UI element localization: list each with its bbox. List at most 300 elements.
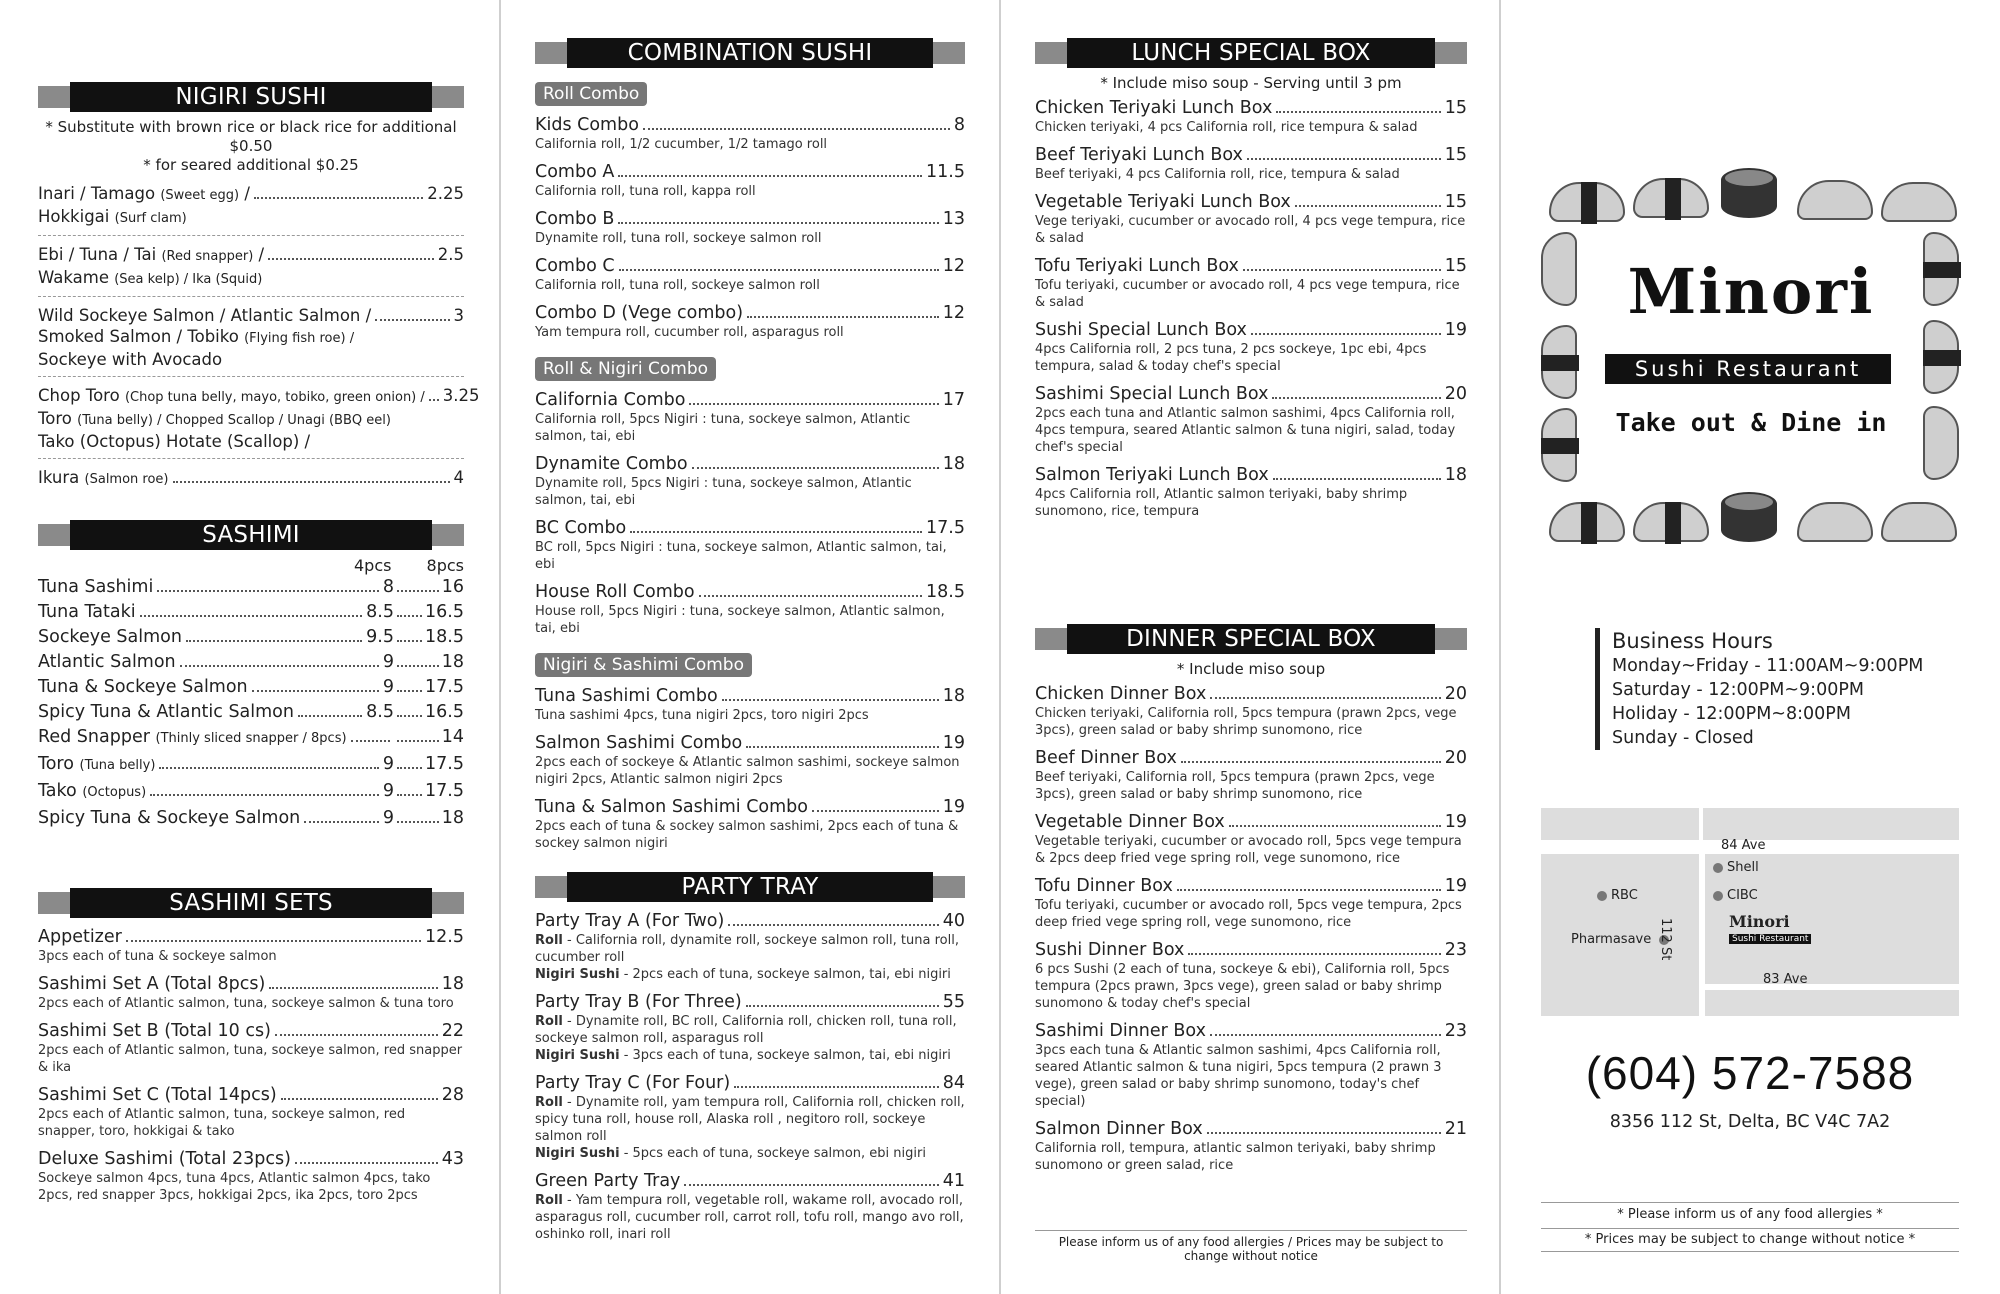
- party-tray-name: Green Party Tray: [535, 1171, 681, 1191]
- menu-item-price: 23: [1444, 1021, 1467, 1041]
- menu-item-name: Vegetable Dinner Box: [1035, 812, 1225, 832]
- party-tray-price: 55: [942, 992, 965, 1012]
- menu-item: [1035, 191, 1467, 247]
- nigiri-icon: [1633, 502, 1709, 542]
- map-poi-cibc: CIBC: [1713, 888, 1758, 903]
- menu-item: [535, 208, 965, 247]
- nigiri-item-note: (Tuna belly) / Chopped Scallop / Unagi (BBQ eel): [77, 413, 391, 428]
- gunkan-roll-icon: [1721, 492, 1777, 542]
- sashimi-row: [38, 676, 464, 698]
- sashimi-price-8pcs-wrap: [394, 701, 464, 723]
- sashimi-price-8pcs: 17.5: [425, 677, 464, 697]
- menu-item-desc: 2pcs each of sockeye & Atlantic salmon sashimi, sockeye salmon nigiri 2pcs, Atlantic salmon nigiri 2pcs: [535, 755, 960, 787]
- nigiri-icon: [1923, 406, 1959, 480]
- sashimi-4pcs-header: 4pcs: [354, 556, 392, 575]
- map-logo: Minori: [1729, 912, 1790, 931]
- phone-number[interactable]: (604) 572-7588: [1585, 1047, 1915, 1099]
- nigiri-sashimi-combo-label: Nigiri & Sashimi Combo: [535, 653, 752, 677]
- sashimi-row: [38, 651, 464, 673]
- menu-item-row: [1035, 255, 1467, 277]
- map-label-84-ave: 84 Ave: [1721, 838, 1766, 853]
- menu-item: [535, 685, 965, 724]
- leader-dots: [186, 640, 362, 642]
- leader-dots: [1295, 205, 1441, 207]
- roll-combo-list: [535, 114, 965, 341]
- nigiri-group: [38, 244, 464, 290]
- party-tray-roll-text: - California roll, dynamite roll, sockeye salmon roll, tuna roll, cucumber roll: [535, 933, 959, 965]
- sashimi-name: [38, 807, 300, 829]
- party-tray-roll-text: - Dynamite roll, BC roll, California roll, chicken roll, tuna roll, sockeye salmon roll, asparagus roll: [535, 1014, 957, 1046]
- dashed-divider: [38, 235, 464, 236]
- map-pin-icon: [1713, 863, 1723, 873]
- sashimi-sets-section: [38, 888, 464, 1212]
- nigiri-name: [38, 385, 425, 408]
- menu-item: [535, 389, 965, 445]
- menu-item-name: Sushi Dinner Box: [1035, 940, 1185, 960]
- menu-item-name: Beef Dinner Box: [1035, 748, 1177, 768]
- sashimi-row: [38, 726, 464, 750]
- nigiri-separator: /: [244, 184, 250, 203]
- nigiri-name: [38, 467, 169, 490]
- menu-item-row: [38, 973, 464, 995]
- menu-item-desc: 2pcs each of tuna & sockey salmon sashimi, 2pcs each of tuna & sockey salmon nigiri: [535, 819, 959, 851]
- nigiri-icon: [1549, 182, 1625, 222]
- sashimi-item-name: Sockeye Salmon: [38, 627, 182, 647]
- party-tray-nigiri-text: - 2pcs each of tuna, sockeye salmon, tai, ebi nigiri: [619, 967, 951, 982]
- menu-item-name: House Roll Combo: [535, 582, 695, 602]
- combination-header: COMBINATION SUSHI: [535, 38, 965, 68]
- menu-item-desc: 2pcs each of Atlantic salmon, tuna, sockeye salmon & tuna toro: [38, 996, 454, 1011]
- menu-item-desc: BC roll, 5pcs Nigiri : tuna, sockeye salmon, Atlantic salmon, tai, ebi: [535, 540, 947, 572]
- menu-item-row: [535, 581, 965, 603]
- nigiri-row: [38, 183, 464, 206]
- nigiri-row: [38, 467, 464, 490]
- party-tray-rolls: [535, 1094, 965, 1145]
- sashimi-row: [38, 753, 464, 777]
- nigiri-row: [38, 385, 480, 408]
- menu-item-name: Combo D (Vege combo): [535, 303, 744, 323]
- hours-line: Monday~Friday - 11:00AM~9:00PM: [1612, 656, 1924, 676]
- brand-subtitle: Sushi Restaurant: [1605, 354, 1891, 384]
- nigiri-item-note: (Red snapper): [161, 249, 254, 264]
- menu-item-price: 19: [1444, 876, 1467, 896]
- nigiri-item-note: (Chop tuna belly, mayo, tobiko, green onion) /: [124, 390, 425, 405]
- leader-dots: [429, 399, 439, 401]
- leader-dots: [699, 595, 922, 597]
- menu-item-desc: Vege teriyaki, cucumber or avocado roll, 4 pcs vege tempura, rice & salad: [1035, 214, 1466, 246]
- menu-item: [535, 161, 965, 200]
- sashimi-price-8pcs-wrap: [394, 807, 464, 829]
- menu-item-row: [1035, 191, 1467, 213]
- map-label-112-st: 112 St: [1658, 918, 1673, 961]
- combination-section: [535, 38, 965, 860]
- menu-item-price: 15: [1444, 256, 1467, 276]
- map-pin-icon: [1713, 891, 1723, 901]
- sashimi-name: [38, 701, 294, 723]
- nigiri-price: 3.25: [442, 386, 480, 405]
- sashimi-price-8pcs-wrap: [394, 780, 464, 802]
- menu-item-row: [535, 517, 965, 539]
- leader-dots: [1181, 761, 1441, 763]
- sashimi-price-8pcs: 17.5: [425, 754, 464, 774]
- menu-item: [38, 1020, 464, 1076]
- leader-dots: [268, 258, 434, 260]
- leader-dots: [150, 794, 379, 796]
- menu-item-row: [1035, 939, 1467, 961]
- leader-dots: [630, 531, 922, 533]
- sashimi-section: [38, 520, 464, 832]
- hours-line: Saturday - 12:00PM~9:00PM: [1612, 680, 1864, 700]
- nigiri-note-1: * Substitute with brown rice or black rice for additional $0.50: [45, 118, 457, 155]
- menu-item-desc: California roll, tempura, atlantic salmon teriyaki, baby shrimp sunomono or green salad, rice: [1035, 1141, 1436, 1173]
- leader-dots: [254, 197, 423, 199]
- menu-item-name: BC Combo: [535, 518, 627, 538]
- menu-item-name: Tuna Sashimi Combo: [535, 686, 718, 706]
- menu-item-name: Sashimi Set A (Total 8pcs): [38, 974, 266, 994]
- sashimi-item-note: (Tuna belly): [79, 758, 156, 773]
- sashimi-price-8pcs: 16.5: [425, 702, 464, 722]
- menu-item-price: 12: [942, 256, 965, 276]
- leader-dots: [397, 715, 422, 717]
- leader-dots: [684, 1184, 938, 1186]
- menu-item-row: [38, 1020, 464, 1042]
- party-tray-nigiri-text: - 5pcs each of tuna, sockeye salmon, ebi nigiri: [619, 1146, 926, 1161]
- menu-item-price: 19: [1444, 320, 1467, 340]
- leader-dots: [173, 481, 450, 483]
- map-poi-shell: Shell: [1713, 860, 1759, 875]
- nigiri-item-name: Smoked Salmon / Tobiko: [38, 327, 239, 346]
- menu-item: [1035, 939, 1467, 1012]
- leader-dots: [1210, 697, 1440, 699]
- prices-notice: * Prices may be subject to change without notice *: [1541, 1228, 1959, 1252]
- leader-dots: [1210, 1034, 1441, 1036]
- nigiri-icon: [1881, 502, 1957, 542]
- menu-item-desc: 3pcs each tuna & Atlantic salmon sashimi, 4pcs California roll, seared Atlantic salmon & tuna nigiri, 5pcs tempura (2 prawn 3 vege), green salad or baby shrimp sunomono, today's chef special): [1035, 1043, 1442, 1109]
- nigiri-price: 2.25: [427, 184, 464, 203]
- menu-item-row: [1035, 97, 1467, 119]
- business-hours-title: Business Hours: [1612, 629, 1773, 653]
- sashimi-row: [38, 626, 464, 648]
- menu-item: [535, 302, 965, 341]
- nigiri-list: [38, 183, 480, 490]
- nigiri-icon: [1549, 502, 1625, 542]
- menu-item-row: [38, 1084, 464, 1106]
- nigiri-icon: [1881, 182, 1957, 222]
- menu-item-row: [535, 255, 965, 277]
- leader-dots: [397, 615, 422, 617]
- leader-dots: [351, 740, 390, 742]
- lunch-section: [1035, 38, 1467, 528]
- menu-item: [535, 581, 965, 637]
- leader-dots: [298, 715, 362, 717]
- sashimi-name: [38, 780, 146, 804]
- nigiri-name: [38, 305, 371, 326]
- party-tray-nigiri-label: Nigiri Sushi: [535, 967, 620, 982]
- sashimi-price-8pcs: 18: [441, 652, 464, 672]
- menu-item-desc: House roll, 5pcs Nigiri : tuna, sockeye salmon, Atlantic salmon, tai, ebi: [535, 604, 945, 636]
- leader-dots: [397, 590, 439, 592]
- party-tray: [535, 991, 965, 1064]
- party-tray-row: [535, 991, 965, 1013]
- leader-dots: [1188, 953, 1440, 955]
- menu-panel-1: [0, 0, 500, 1294]
- nigiri-section: [38, 82, 480, 490]
- menu-item-row: [1035, 383, 1467, 405]
- info-panel: [1501, 0, 2000, 1294]
- menu-item-desc: California roll, 1/2 cucumber, 1/2 tamago roll: [535, 137, 828, 152]
- menu-item-price: 18: [441, 974, 464, 994]
- menu-item-row: [1035, 144, 1467, 166]
- nigiri-price: 3: [453, 306, 464, 325]
- menu-item-name: Vegetable Teriyaki Lunch Box: [1035, 192, 1291, 212]
- nigiri-icon: [1923, 320, 1959, 394]
- menu-item-name: Combo A: [535, 162, 615, 182]
- leader-dots: [722, 699, 939, 701]
- lunch-header: LUNCH SPECIAL BOX: [1035, 38, 1467, 68]
- menu-panel-2: [501, 0, 999, 1294]
- nigiri-row-2: [38, 326, 464, 349]
- leader-dots: [618, 222, 938, 224]
- sashimi-price-4pcs: 9: [382, 652, 394, 672]
- nigiri-item-note: (Flying fish roe) /: [244, 331, 355, 346]
- sashimi-row: [38, 701, 464, 723]
- sashimi-item-name: Toro: [38, 754, 74, 774]
- menu-item-name: Tofu Dinner Box: [1035, 876, 1173, 896]
- party-tray-nigiri-text: - 3pcs each of tuna, sockeye salmon, tai, ebi nigiri: [619, 1048, 951, 1063]
- menu-item-desc: 3pcs each of tuna & sockeye salmon: [38, 949, 277, 964]
- nigiri-group: [38, 385, 480, 452]
- nigiri-row-2: [38, 408, 464, 431]
- nigiri-icon: [1541, 325, 1577, 399]
- dinner-footer-note: Please inform us of any food allergies / Prices may be subject to change without notice: [1035, 1230, 1467, 1263]
- menu-item: [38, 1148, 464, 1204]
- menu-item: [535, 114, 965, 153]
- party-tray-nigiri-label: Nigiri Sushi: [535, 1146, 620, 1161]
- nigiri-row-2: [38, 267, 464, 290]
- party-tray-nigiri-label: Nigiri Sushi: [535, 1048, 620, 1063]
- menu-item: [1035, 464, 1467, 520]
- sashimi-price-8pcs-wrap: [394, 626, 464, 648]
- roll-nigiri-combo-label: Roll & Nigiri Combo: [535, 357, 716, 381]
- menu-item-row: [38, 1148, 464, 1170]
- leader-dots: [375, 319, 449, 321]
- menu-item-price: 23: [1444, 940, 1467, 960]
- leader-dots: [728, 924, 938, 926]
- nigiri-item-name: Wakame: [38, 268, 109, 287]
- sashimi-price-8pcs-wrap: [394, 576, 464, 598]
- brand-tagline: Take out & Dine in: [1615, 408, 1887, 437]
- menu-item-name: California Combo: [535, 390, 686, 410]
- leader-dots: [159, 767, 378, 769]
- sashimi-price-8pcs-wrap: [394, 753, 464, 775]
- party-tray-name: Party Tray A (For Two): [535, 911, 725, 931]
- sashimi-price-8pcs: 16: [441, 577, 464, 597]
- menu-item-price: 18: [1444, 465, 1467, 485]
- gunkan-roll-icon: [1721, 168, 1777, 218]
- menu-item-desc: Chicken teriyaki, California roll, 5pcs tempura (prawn 2pcs, vege 3pcs), green salad or baby shrimp sunomono, rice: [1035, 706, 1457, 738]
- party-tray-name: Party Tray C (For Four): [535, 1073, 731, 1093]
- nigiri-header: NIGIRI SUSHI: [38, 82, 464, 112]
- menu-item: [1035, 383, 1467, 456]
- map-label-83-ave: 83 Ave: [1763, 972, 1808, 987]
- sashimi-price-8pcs: 17.5: [425, 781, 464, 801]
- menu-item: [38, 1084, 464, 1140]
- sashimi-item-note: (Octopus): [82, 785, 147, 800]
- sashimi-row: [38, 601, 464, 623]
- leader-dots: [618, 175, 922, 177]
- party-tray-rolls: [535, 932, 965, 966]
- party-header: PARTY TRAY: [535, 872, 965, 902]
- menu-item: [1035, 255, 1467, 311]
- party-tray-nigiri: [535, 966, 965, 983]
- menu-item-name: Sushi Special Lunch Box: [1035, 320, 1247, 340]
- sashimi-price-4pcs: 9.5: [366, 627, 394, 647]
- sashimi-item-name: Tuna Tataki: [38, 602, 136, 622]
- leader-dots: [275, 1034, 438, 1036]
- sashimi-item-name: Red Snapper: [38, 727, 150, 747]
- menu-item-row: [535, 114, 965, 136]
- menu-item-price: 19: [942, 797, 965, 817]
- business-hours: [1595, 628, 1935, 750]
- leader-dots: [157, 590, 379, 592]
- sashimi-price-4pcs: 8.5: [366, 702, 394, 722]
- sashimi-price-8pcs: 18.5: [425, 627, 464, 647]
- menu-item-name: Sashimi Set C (Total 14pcs): [38, 1085, 277, 1105]
- menu-item-row: [38, 926, 464, 948]
- nigiri-separator: /: [258, 245, 265, 264]
- sashimi-row: [38, 807, 464, 829]
- brand-logo: Minori: [1627, 255, 1875, 328]
- party-tray-roll-text: - Yam tempura roll, vegetable roll, wakame roll, avocado roll, asparagus roll, cucumber roll, carrot roll, tofu roll, mango avo roll, oshinko roll, inari roll: [535, 1193, 964, 1242]
- nigiri-item-note: (Sweet egg): [160, 188, 240, 203]
- nigiri-sashimi-list: [535, 685, 965, 852]
- sashimi-column-headers: [38, 556, 464, 576]
- menu-item-desc: 4pcs California roll, Atlantic salmon teriyaki, baby shrimp sunomono, rice, tempura: [1035, 487, 1408, 519]
- menu-item: [535, 796, 965, 852]
- party-tray-roll-text: - Dynamite roll, yam tempura roll, California roll, chicken roll, spicy tuna roll, house roll, Alaska roll , negitoro roll, sockeye salmon roll: [535, 1095, 965, 1144]
- map-pin-icon: [1597, 891, 1607, 901]
- nigiri-item-name: Hokkigai: [38, 207, 110, 226]
- menu-item: [1035, 811, 1467, 867]
- sashimi-item-note: (Thinly sliced snapper / 8pcs): [155, 731, 347, 746]
- hours-line: Holiday - 12:00PM~8:00PM: [1612, 704, 1851, 724]
- menu-item-name: Deluxe Sashimi (Total 23pcs): [38, 1149, 291, 1169]
- sashimi-header: SASHIMI: [38, 520, 464, 550]
- menu-item-name: Combo C: [535, 256, 615, 276]
- menu-item-row: [1035, 464, 1467, 486]
- menu-item: [535, 453, 965, 509]
- party-section: [535, 872, 965, 1251]
- sashimi-price-8pcs: 18: [441, 808, 464, 828]
- dinner-section: [1035, 624, 1467, 1182]
- sashimi-price-8pcs-wrap: [394, 676, 464, 698]
- menu-item-row: [1035, 875, 1467, 897]
- party-tray-roll-label: Roll: [535, 1014, 563, 1029]
- party-tray-price: 40: [942, 911, 965, 931]
- menu-item-price: 15: [1444, 98, 1467, 118]
- menu-item: [1035, 875, 1467, 931]
- sashimi-price-4pcs: 8.5: [366, 602, 394, 622]
- nigiri-row-3: Sockeye with Avocado: [38, 350, 223, 369]
- menu-item-row: [1035, 319, 1467, 341]
- leader-dots: [1229, 825, 1441, 827]
- nigiri-item-name: Ikura: [38, 468, 80, 487]
- menu-item: [1035, 144, 1467, 183]
- nigiri-item-name: Inari / Tamago: [38, 184, 156, 203]
- menu-item-name: Combo B: [535, 209, 615, 229]
- menu-item-row: [535, 796, 965, 818]
- menu-item-desc: Tofu teriyaki, cucumber or avocado roll, 5pcs vege tempura, 2pcs deep fried vege spring roll, vege sunomono, rice: [1035, 898, 1462, 930]
- menu-item-price: 18.5: [926, 582, 965, 602]
- menu-item: [535, 732, 965, 788]
- sashimi-name: [38, 676, 248, 698]
- leader-dots: [180, 665, 379, 667]
- menu-item: [535, 255, 965, 294]
- menu-item-name: Beef Teriyaki Lunch Box: [1035, 145, 1243, 165]
- menu-item-price: 22: [441, 1021, 464, 1041]
- leader-dots: [295, 1162, 438, 1164]
- nigiri-icon: [1633, 178, 1709, 218]
- sashimi-price-4pcs: 8: [382, 577, 394, 597]
- menu-item: [1035, 683, 1467, 739]
- sashimi-item-name: Spicy Tuna & Sockeye Salmon: [38, 808, 301, 828]
- leader-dots: [1177, 889, 1441, 891]
- dashed-divider: [38, 296, 464, 297]
- menu-item-price: 15: [1444, 145, 1467, 165]
- menu-panel-3: [1001, 0, 1499, 1294]
- menu-item-price: 20: [1444, 384, 1467, 404]
- nigiri-price: 4: [453, 468, 464, 487]
- menu-item-name: Salmon Teriyaki Lunch Box: [1035, 465, 1269, 485]
- nigiri-row-3: Tako (Octopus) Hotate (Scallop) /: [38, 432, 311, 451]
- sashimi-item-name: Tako: [38, 781, 77, 801]
- menu-item-name: Dynamite Combo: [535, 454, 688, 474]
- sashimi-price-4pcs: 9: [382, 754, 394, 774]
- menu-item-name: Chicken Dinner Box: [1035, 684, 1207, 704]
- lunch-note: * Include miso soup - Serving until 3 pm: [1100, 74, 1402, 92]
- leader-dots: [1243, 269, 1441, 271]
- menu-item-price: 20: [1444, 748, 1467, 768]
- nigiri-row: [38, 305, 464, 326]
- leader-dots: [140, 615, 363, 617]
- nigiri-icon: [1797, 180, 1873, 220]
- map-poi-rbc: RBC: [1597, 888, 1638, 903]
- leader-dots: [397, 821, 439, 823]
- menu-item-row: [535, 302, 965, 324]
- sashimi-list: [38, 576, 464, 829]
- menu-item-price: 18: [942, 454, 965, 474]
- party-tray-row: [535, 1072, 965, 1094]
- leader-dots: [1276, 111, 1440, 113]
- sashimi-price-8pcs-wrap: [394, 726, 464, 748]
- nigiri-item-name: Chop Toro: [38, 386, 120, 405]
- sashimi-row: [38, 576, 464, 598]
- menu-item: [1035, 97, 1467, 136]
- sashimi-item-name: Tuna Sashimi: [38, 577, 154, 597]
- map-logo-sub: Sushi Restaurant: [1729, 934, 1811, 944]
- logo-frame: [1541, 160, 1961, 540]
- leader-dots: [126, 940, 421, 942]
- menu-item-row: [1035, 1020, 1467, 1042]
- menu-item-row: [535, 685, 965, 707]
- menu-item-price: 43: [441, 1149, 464, 1169]
- menu-item-price: 19: [942, 733, 965, 753]
- party-tray-roll-label: Roll: [535, 1193, 563, 1208]
- menu-item-desc: Dynamite roll, 5pcs Nigiri : tuna, sockeye salmon, Atlantic salmon, tai, ebi: [535, 476, 912, 508]
- sashimi-price-4pcs: 9: [382, 808, 394, 828]
- sashimi-sets-list: [38, 926, 464, 1204]
- menu-item-desc: California roll, tuna roll, sockeye salmon roll: [535, 278, 820, 293]
